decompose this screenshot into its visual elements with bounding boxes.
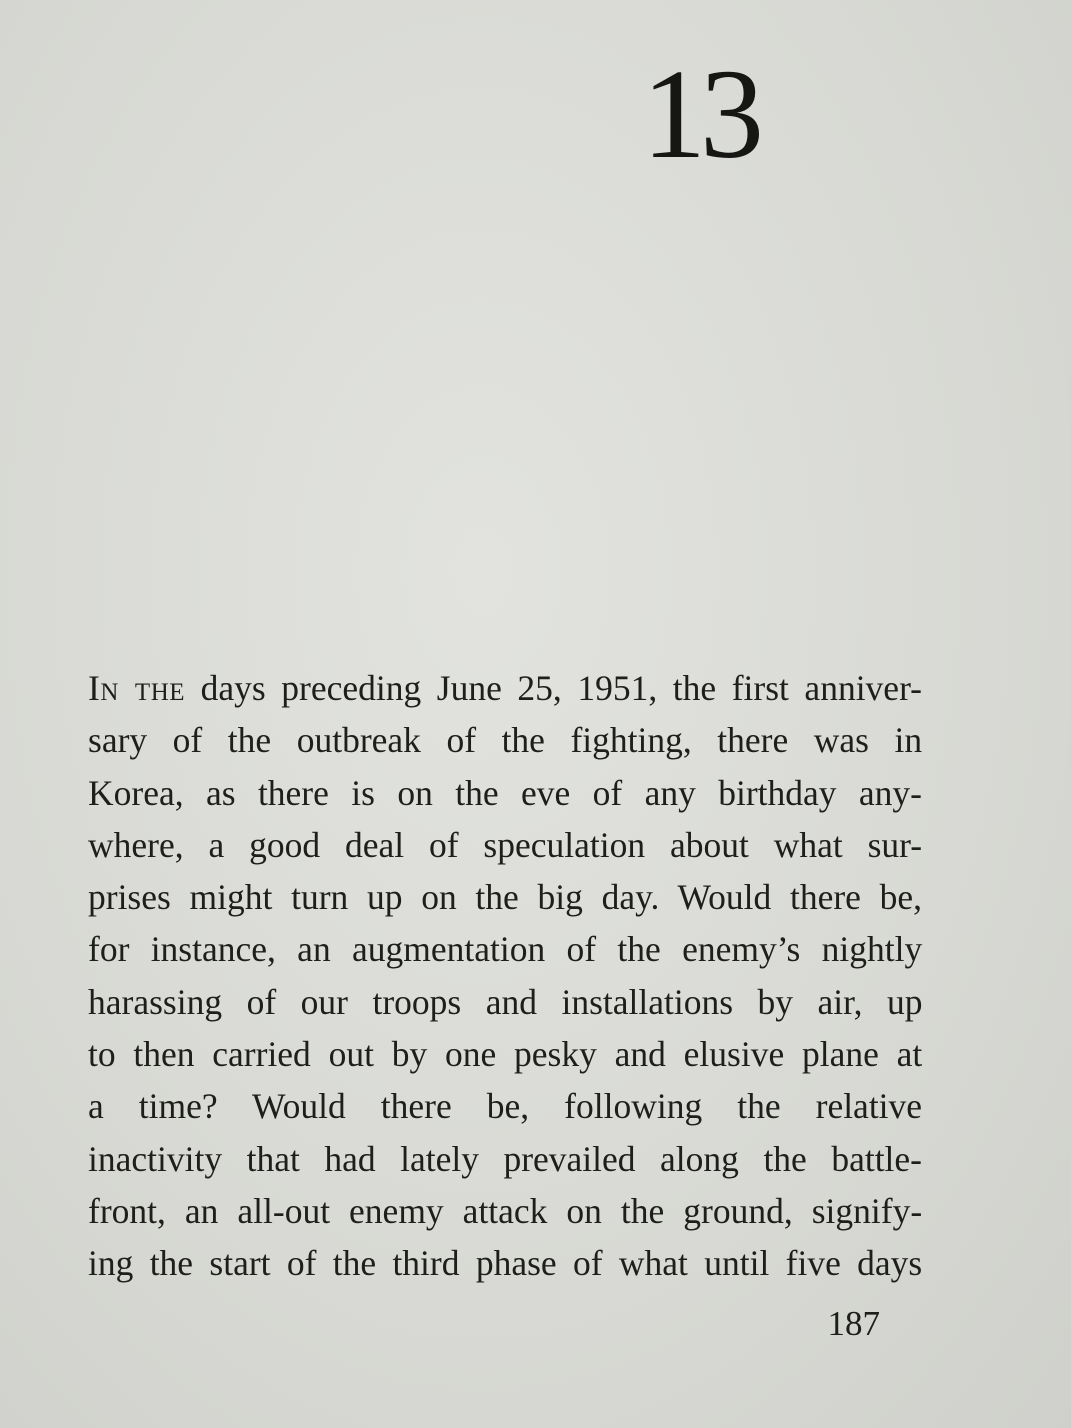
text-line: a time? Would there be, following the relative bbox=[88, 1086, 923, 1127]
text-line: to then carried out by one pesky and elusive plane at bbox=[88, 1034, 923, 1075]
text-line: ing the start of the third phase of what until five days bbox=[88, 1243, 923, 1284]
lead-in-smallcaps: In the bbox=[88, 668, 186, 708]
text-line: harassing of our troops and installations by air, up bbox=[88, 981, 923, 1022]
text-line: Korea, as there is on the eve of any birthday any- bbox=[88, 772, 922, 813]
text-line: sary of the outbreak of the fighting, there was in bbox=[88, 720, 923, 761]
body-paragraph bbox=[88, 662, 922, 1290]
text-line bbox=[88, 662, 922, 714]
first-line-text: days preceding June 25, 1951, the first anniver- bbox=[200, 668, 922, 708]
page-number: 187 bbox=[827, 1304, 880, 1343]
text-line: prises might turn up on the big day. Would there be, bbox=[88, 877, 922, 918]
text-line: for instance, an augmentation of the enemy’s nightly bbox=[88, 929, 923, 970]
chapter-number: 13 bbox=[642, 43, 758, 185]
text-line: inactivity that had lately prevailed along the battle- bbox=[88, 1138, 922, 1179]
text-line: front, an all-out enemy attack on the ground, signify- bbox=[88, 1190, 923, 1231]
text-line: where, a good deal of speculation about what sur- bbox=[88, 824, 923, 865]
